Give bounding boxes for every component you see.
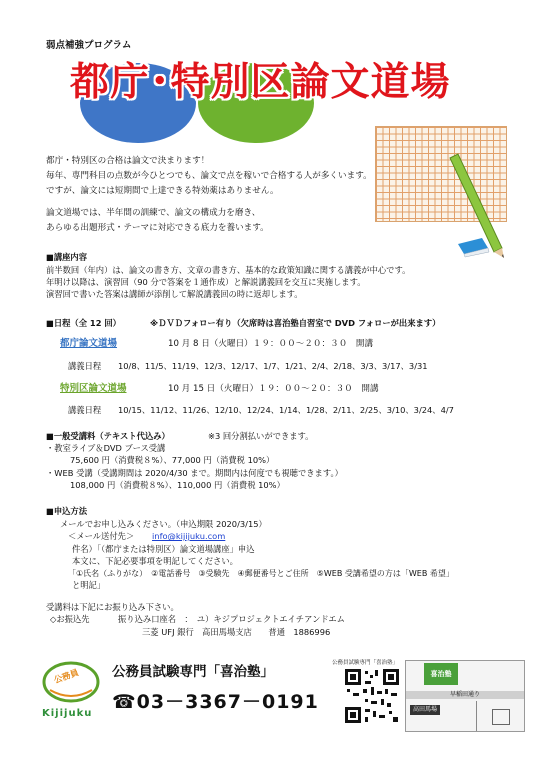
map-station-label: 高田馬場 bbox=[410, 705, 440, 715]
intro-line-4: 論文道場では、半年間の訓練で、論文の構成力を磨き、 bbox=[46, 208, 261, 218]
map-caption: 公務員試験専門「喜治塾」 bbox=[332, 660, 399, 666]
tocho-course-name: 都庁論文道場 bbox=[60, 338, 118, 349]
logo-sub: Kijijuku bbox=[42, 708, 93, 719]
fee-live-price: 75,600 円（消費税８%）、77,000 円（消費税 10%） bbox=[70, 455, 275, 465]
kijijuku-logo bbox=[40, 660, 102, 708]
course-line-3: 演習回で書いた答案は講師が添削して解説講義回の時に返却します。 bbox=[46, 289, 303, 299]
map-road-label: 早稲田通り bbox=[450, 691, 481, 698]
fee-live: ・教室ライブ＆DVD ブース受講 bbox=[46, 443, 166, 453]
tocho-dates: 10/8、11/5、11/19、12/3、12/17、1/7、1/21、2/4、2/18、3/3、3/17、3/31 bbox=[118, 361, 428, 371]
tokubetsu-course-name: 特別区論文道場 bbox=[60, 383, 127, 394]
course-line-2: 年明け以降は、演習回（90 分で答案を１通作成）と解説講義回を交互に実施します。 bbox=[46, 277, 366, 287]
tocho-start: 10 月 8 日（火曜日）１９：００～２０：３０ 開講 bbox=[168, 339, 374, 349]
page-title: 都庁･特別区論文道場 bbox=[70, 60, 451, 105]
tocho-dates-label: 講義日程 bbox=[68, 361, 102, 371]
apply-line-1: メールでお申し込みください。（申込期限 2020/3/15） bbox=[60, 519, 267, 529]
intro-line-5: あらゆる出題形式・テーマに対応できる底力を養います。 bbox=[46, 223, 269, 233]
apply-mail-label: ＜メール送付先＞ bbox=[68, 531, 135, 541]
apply-mail-link[interactable]: info@kijijuku.com bbox=[152, 531, 226, 541]
apply-heading: ■申込方法 bbox=[46, 506, 88, 516]
fee-heading: ■一般受講料（テキスト代込み） bbox=[46, 431, 170, 441]
transfer-label: ◇お振込先 bbox=[50, 614, 90, 624]
apply-body: 本文に、下記必要事項を明記してください。 bbox=[72, 556, 238, 566]
program-label: 弱点補強プログラム bbox=[46, 40, 132, 51]
phone-number: ☎03－3367－0191 bbox=[112, 691, 319, 713]
intro-line-3: ですが、論文には短期間で上達できる特効薬はありません。 bbox=[46, 186, 279, 196]
map-sign: 喜治塾 bbox=[424, 663, 458, 685]
logo-text: 公務員 bbox=[52, 667, 81, 687]
transfer-line-1: 受講料は下記にお振り込み下さい。 bbox=[46, 602, 179, 612]
qr-code bbox=[343, 667, 401, 725]
fee-note: ※3 回分割払いができます。 bbox=[208, 431, 314, 441]
tokubetsu-dates-label: 講義日程 bbox=[68, 405, 102, 415]
schedule-note: ※ＤＶＤフォロー有り（欠席時は喜治塾自習室で DVD フォローが出来ます） bbox=[150, 318, 441, 328]
transfer-bank: 三菱 UFJ 銀行 高田馬場支店 普通 1886996 bbox=[142, 627, 331, 637]
apply-items-2: と明記」 bbox=[72, 580, 106, 590]
access-map bbox=[405, 660, 525, 732]
map-line bbox=[476, 701, 477, 731]
tokubetsu-dates: 10/15、11/12、11/26、12/10、12/24、1/14、1/28、2/11、2/25、3/10、3/24、4/7 bbox=[118, 405, 454, 415]
eraser-icon bbox=[456, 236, 492, 258]
apply-items: 「①氏名（ふりがな） ②電話番号 ③受験先 ④郵便番号とご住所 ⑤WEB 受講希望の方は「WEB 希望」 bbox=[68, 569, 454, 578]
fee-web-price: 108,000 円（消費税８%）、110,000 円（消費税 10%） bbox=[70, 480, 285, 490]
intro-line-2: 毎年、専門科目の点数が今ひとつでも、論文で点を稼いで合格する人が多くいます。 bbox=[46, 171, 372, 181]
course-heading: ■講座内容 bbox=[46, 252, 88, 262]
transfer-account-name: 振り込み口座名 ： ユ）キジプロジェクトエイチアンドエム bbox=[118, 614, 345, 624]
school-name: 公務員試験専門「喜治塾」 bbox=[112, 664, 274, 680]
map-building bbox=[492, 709, 510, 725]
fee-web: ・WEB 受講（受講期間は 2020/4/30 まで。期間内は何度でも視聴できます。） bbox=[46, 468, 343, 478]
course-line-1: 前半数回（年内）は、論文の書き方、文章の書き方、基本的な政策知識に関する講義が中心です。 bbox=[46, 265, 411, 275]
intro-line-1: 都庁・特別区の合格は論文で決まります！ bbox=[46, 156, 210, 166]
tokubetsu-start: 10 月 15 日（火曜日）１９：００～２０：３０ 開講 bbox=[168, 384, 379, 394]
apply-subject: 件名）「（都庁または特別区）論文道場講座」申込 bbox=[72, 544, 255, 554]
schedule-heading: ■日程（全 12 回） bbox=[46, 318, 121, 328]
